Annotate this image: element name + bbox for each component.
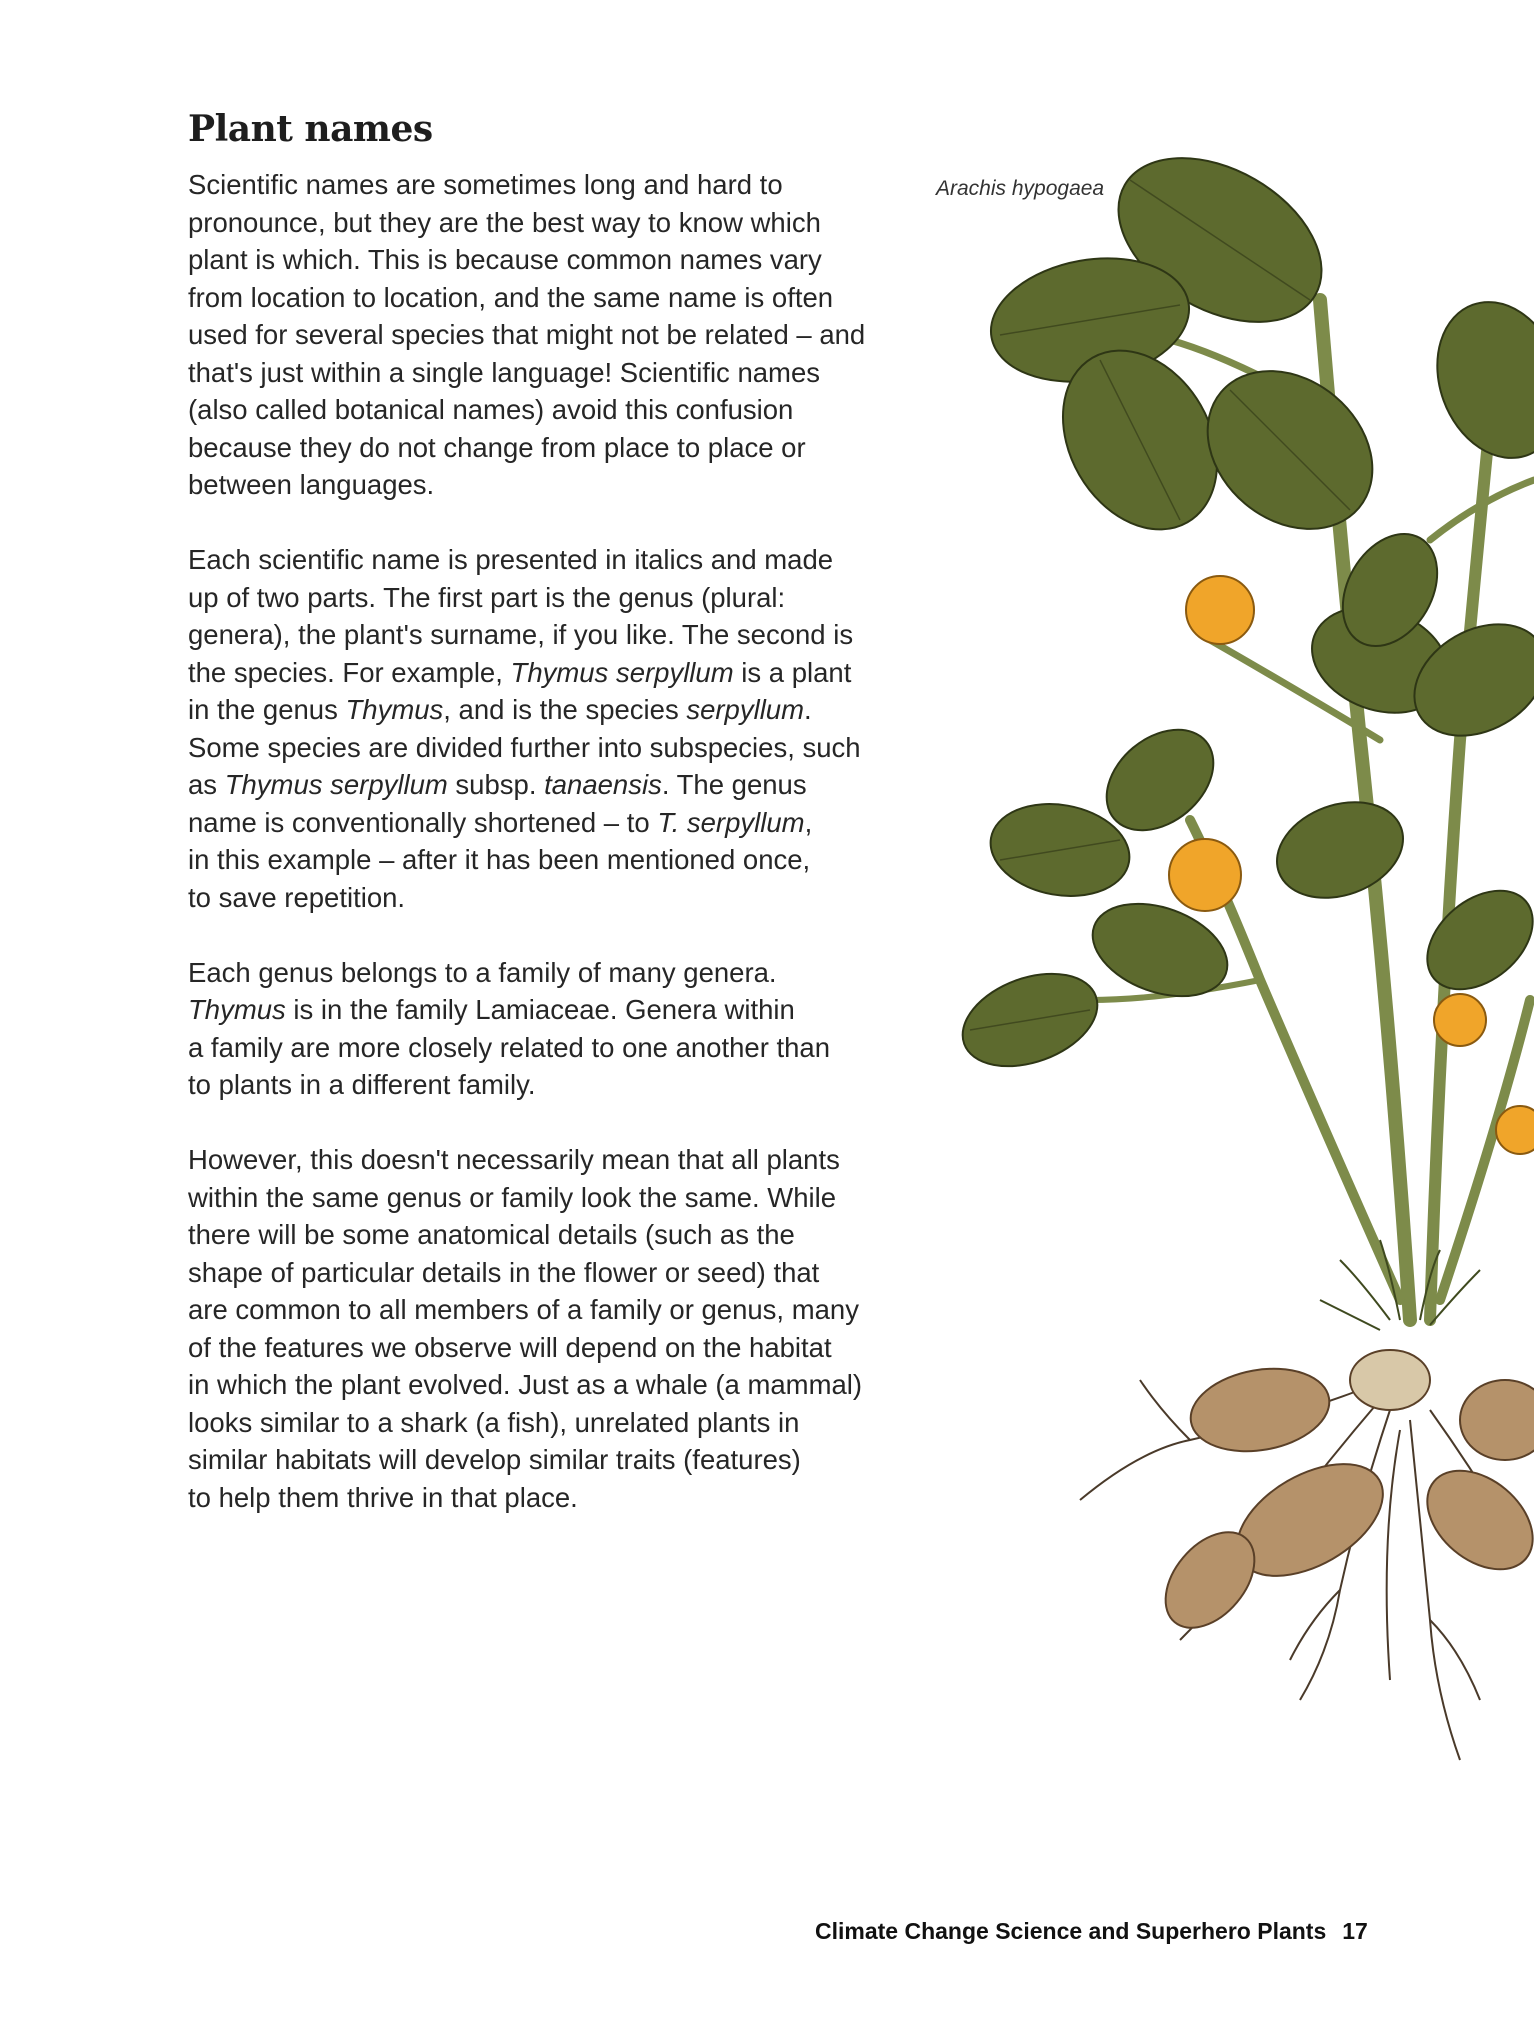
text-line: from location to location, and the same name is often xyxy=(188,281,834,313)
text-line: because they do not change from place to place or xyxy=(188,431,806,463)
scientific-name: Thymus serpyllum xyxy=(510,656,734,688)
text-line: that's just within a single language! Scientific names xyxy=(188,356,820,388)
paragraph-1 xyxy=(188,166,908,504)
text-line: plant is which. This is because common names vary xyxy=(188,244,822,275)
text-line: However, this doesn't necessarily mean that all plants xyxy=(188,1144,840,1175)
text-line: as Thymus serpyllum subsp. tanaensis. The genus xyxy=(188,769,807,800)
scientific-name: tanaensis xyxy=(544,769,662,800)
text-line: of the features we observe will depend on the habitat xyxy=(188,1331,832,1363)
text-line: Each genus belongs to a family of many genera. xyxy=(188,956,777,988)
peanut-pods xyxy=(1148,1350,1534,1645)
text-line: pronounce, but they are the best way to know which xyxy=(188,206,821,238)
paragraph-3 xyxy=(188,954,908,1104)
text-line: in this example – after it has been mentioned once, xyxy=(188,844,811,875)
paragraph-4 xyxy=(188,1141,908,1516)
body-text xyxy=(188,166,908,1554)
text-line: to help them thrive in that place. xyxy=(188,1481,578,1513)
paragraph-2 xyxy=(188,541,908,916)
text-line: up of two parts. The first part is the genus (plural: xyxy=(188,581,786,613)
text-line: the species. For example, Thymus serpyllum is a plant xyxy=(188,656,852,688)
text-line: between languages. xyxy=(188,469,435,500)
text-line: name is conventionally shortened – to T. serpyllum, xyxy=(188,806,813,838)
text-line: Thymus is in the family Lamiaceae. Genera within xyxy=(188,994,795,1025)
text-line: in the genus Thymus, and is the species serpyllum. xyxy=(188,694,812,725)
text-line: used for several species that might not be related – and xyxy=(188,319,866,350)
page-number: 17 xyxy=(1342,1918,1368,1944)
text-line: a family are more closely related to one another than xyxy=(188,1031,831,1063)
scientific-name: Thymus serpyllum xyxy=(224,769,448,800)
text-line: genera), the plant's surname, if you like. The second is xyxy=(188,619,854,650)
section-heading: Plant names xyxy=(188,108,433,150)
text-line: shape of particular details in the flower or seed) that xyxy=(188,1256,820,1288)
text-line: are common to all members of a family or genus, many xyxy=(188,1294,859,1325)
scientific-name: T. serpyllum xyxy=(657,806,805,838)
text-line: in which the plant evolved. Just as a whale (a mammal) xyxy=(188,1369,863,1400)
footer-title: Climate Change Science and Superhero Plants xyxy=(815,1918,1327,1944)
peanut-plant-illustration xyxy=(960,120,1534,1840)
text-line: Scientific names are sometimes long and hard to xyxy=(188,169,783,200)
text-line: within the same genus or family look the same. While xyxy=(188,1181,837,1213)
text-line: looks similar to a shark (a fish), unrelated plants in xyxy=(188,1406,800,1438)
scientific-name: serpyllum xyxy=(686,694,805,725)
text-line: to plants in a different family. xyxy=(188,1069,536,1100)
text-line: (also called botanical names) avoid this confusion xyxy=(188,394,794,425)
page-footer xyxy=(815,1918,1368,1945)
illustration-caption: Arachis hypogaea xyxy=(936,177,1105,200)
text-line: Some species are divided further into subspecies, such xyxy=(188,731,861,763)
text-line: similar habitats will develop similar traits (features) xyxy=(188,1444,801,1475)
scientific-name: Thymus xyxy=(188,994,286,1025)
text-line: Each scientific name is presented in italics and made xyxy=(188,544,834,575)
text-line: there will be some anatomical details (such as the xyxy=(188,1219,795,1250)
scientific-name: Thymus xyxy=(345,694,444,725)
text-line: to save repetition. xyxy=(188,881,406,913)
